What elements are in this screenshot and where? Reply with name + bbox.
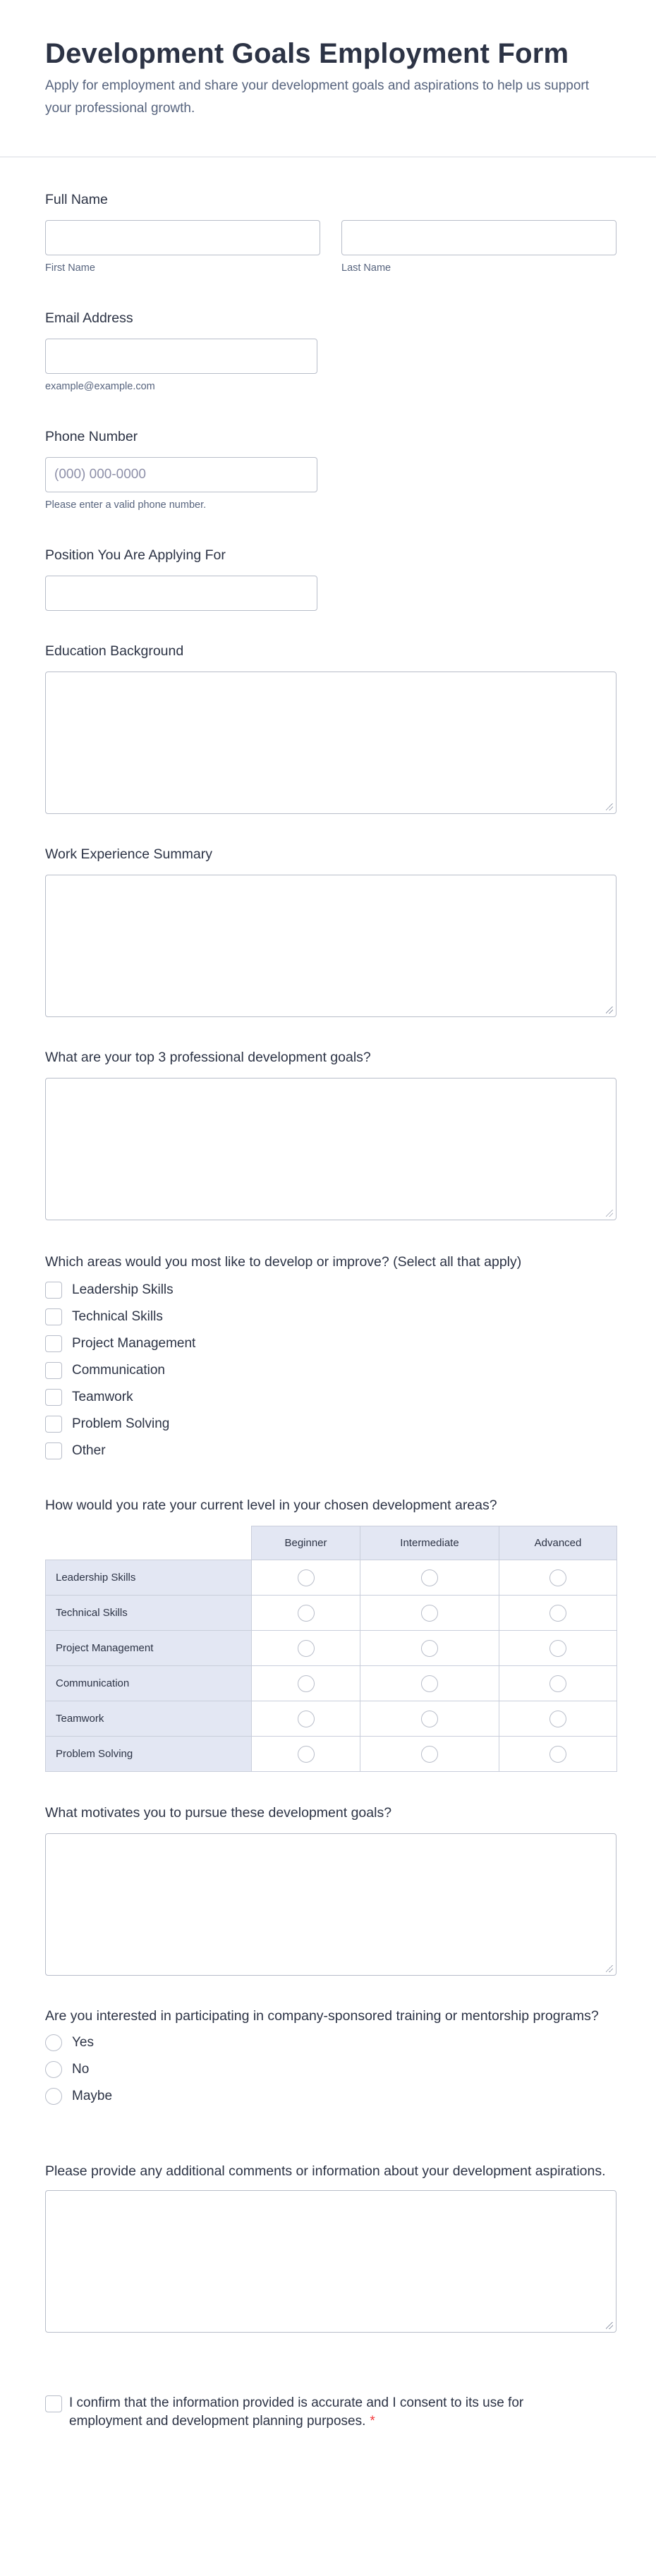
form-header: [0, 0, 656, 157]
area-option-teamwork[interactable]: [45, 1384, 521, 1411]
last-name-sublabel: Last Name: [341, 262, 391, 274]
matrix-row-label: Problem Solving: [46, 1737, 252, 1772]
motivation-label: What motivates you to pursue these development goals?: [45, 1805, 392, 1821]
training-field: [45, 2007, 616, 2110]
area-option-other[interactable]: [45, 1438, 521, 1464]
resize-handle-icon[interactable]: [606, 1965, 613, 1972]
area-option-label: Project Management: [72, 1336, 196, 1351]
radio[interactable]: [45, 2061, 62, 2078]
matrix-radio[interactable]: [549, 1746, 566, 1763]
resize-handle-icon[interactable]: [606, 2322, 613, 2329]
work-experience-textarea[interactable]: [45, 875, 616, 1017]
matrix-radio[interactable]: [298, 1640, 315, 1657]
radio[interactable]: [45, 2034, 62, 2051]
matrix-row-label: Project Management: [46, 1631, 252, 1666]
matrix-column-header: Advanced: [499, 1526, 617, 1560]
position-label: Position You Are Applying For: [45, 547, 226, 563]
area-option-problem-solving[interactable]: [45, 1411, 521, 1438]
full-name-field: [45, 190, 616, 274]
training-option-label: Maybe: [72, 2089, 113, 2103]
resize-handle-icon[interactable]: [606, 803, 613, 810]
matrix-row-label: Leadership Skills: [46, 1560, 252, 1596]
area-option-project-management[interactable]: [45, 1330, 521, 1357]
matrix-radio[interactable]: [421, 1605, 438, 1622]
radio[interactable]: [45, 2088, 62, 2105]
matrix-column-header: Intermediate: [360, 1526, 499, 1560]
areas-field: [45, 1253, 521, 1464]
rating-matrix: [45, 1526, 617, 1772]
matrix-row-label: Technical Skills: [46, 1596, 252, 1631]
matrix-radio[interactable]: [298, 1569, 315, 1586]
training-options: [45, 2029, 616, 2110]
matrix-radio[interactable]: [421, 1746, 438, 1763]
position-input[interactable]: [45, 576, 317, 611]
matrix-radio[interactable]: [421, 1569, 438, 1586]
comments-textarea[interactable]: [45, 2190, 616, 2333]
resize-handle-icon[interactable]: [606, 1007, 613, 1014]
form-title: Development Goals Employment Form: [45, 38, 569, 69]
position-field: [45, 546, 317, 611]
training-option-label: No: [72, 2062, 90, 2077]
phone-input[interactable]: [45, 457, 317, 492]
work-experience-label: Work Experience Summary: [45, 846, 212, 862]
phone-field: [45, 427, 317, 511]
matrix-radio[interactable]: [421, 1711, 438, 1727]
matrix-radio[interactable]: [298, 1711, 315, 1727]
training-option-label: Yes: [72, 2035, 94, 2050]
checkbox[interactable]: [45, 1282, 62, 1299]
matrix-row-label: Teamwork: [46, 1701, 252, 1737]
matrix-radio[interactable]: [421, 1640, 438, 1657]
first-name-sublabel: First Name: [45, 262, 95, 274]
rating-field: [45, 1496, 617, 1772]
area-option-label: Teamwork: [72, 1390, 133, 1404]
full-name-label: Full Name: [45, 192, 108, 207]
matrix-row: [46, 1596, 617, 1631]
rating-label: How would you rate your current level in your chosen development areas?: [45, 1497, 497, 1513]
area-option-leadership[interactable]: [45, 1277, 521, 1304]
matrix-radio[interactable]: [298, 1675, 315, 1692]
matrix-radio[interactable]: [298, 1605, 315, 1622]
matrix-row: [46, 1737, 617, 1772]
comments-label: Please provide any additional comments or information about your development aspirations.: [45, 2163, 606, 2179]
matrix-row: [46, 1560, 617, 1596]
matrix-row: [46, 1631, 617, 1666]
first-name-input[interactable]: [45, 220, 320, 255]
email-label: Email Address: [45, 310, 133, 326]
matrix-radio[interactable]: [298, 1746, 315, 1763]
matrix-row: [46, 1666, 617, 1701]
consent-row[interactable]: [45, 2394, 553, 2431]
consent-field: [45, 2394, 553, 2431]
required-asterisk: *: [370, 2414, 375, 2429]
area-option-label: Problem Solving: [72, 1416, 170, 1431]
area-option-label: Communication: [72, 1363, 165, 1378]
top-goals-label: What are your top 3 professional development goals?: [45, 1050, 371, 1065]
training-option-no[interactable]: [45, 2056, 616, 2083]
area-option-label: Technical Skills: [72, 1309, 163, 1324]
matrix-radio[interactable]: [549, 1605, 566, 1622]
top-goals-textarea[interactable]: [45, 1078, 616, 1220]
motivation-field: [45, 1804, 616, 1976]
education-label: Education Background: [45, 643, 184, 659]
area-option-label: Leadership Skills: [72, 1282, 174, 1297]
checkbox[interactable]: [45, 1362, 62, 1379]
checkbox[interactable]: [45, 1416, 62, 1433]
checkbox[interactable]: [45, 1389, 62, 1406]
education-field: [45, 642, 616, 814]
matrix-radio[interactable]: [549, 1675, 566, 1692]
area-option-technical[interactable]: [45, 1304, 521, 1330]
consent-checkbox[interactable]: [45, 2395, 62, 2412]
checkbox[interactable]: [45, 1308, 62, 1325]
matrix-row-label: Communication: [46, 1666, 252, 1701]
matrix-row: [46, 1701, 617, 1737]
area-option-communication[interactable]: [45, 1357, 521, 1384]
matrix-column-header: Beginner: [252, 1526, 360, 1560]
top-goals-field: [45, 1048, 616, 1220]
email-sublabel: example@example.com: [45, 381, 155, 392]
form-subtitle: Apply for employment and share your development goals and aspirations to help us support your professional growth.: [45, 78, 590, 116]
last-name-input[interactable]: [341, 220, 616, 255]
motivation-textarea[interactable]: [45, 1833, 616, 1976]
email-input[interactable]: [45, 339, 317, 374]
phone-label: Phone Number: [45, 429, 138, 444]
training-option-yes[interactable]: [45, 2029, 616, 2056]
matrix-radio[interactable]: [549, 1640, 566, 1657]
training-option-maybe[interactable]: [45, 2083, 616, 2110]
areas-label: Which areas would you most like to develop or improve? (Select all that apply): [45, 1254, 522, 1270]
phone-sublabel: Please enter a valid phone number.: [45, 499, 207, 511]
areas-options: [45, 1277, 521, 1464]
matrix-corner: [46, 1526, 252, 1560]
area-option-label: Other: [72, 1443, 106, 1458]
checkbox[interactable]: [45, 1335, 62, 1352]
checkbox[interactable]: [45, 1442, 62, 1459]
matrix-radio[interactable]: [549, 1711, 566, 1727]
comments-field: [45, 2162, 616, 2333]
consent-label: I confirm that the information provided is accurate and I consent to its use for employment and development planning purposes.: [69, 2395, 524, 2429]
training-label: Are you interested in participating in company-sponsored training or mentorship programs?: [45, 2008, 599, 2024]
education-textarea[interactable]: [45, 672, 616, 814]
work-experience-field: [45, 845, 616, 1017]
matrix-radio[interactable]: [421, 1675, 438, 1692]
consent-text-wrapper: [69, 2394, 553, 2431]
resize-handle-icon[interactable]: [606, 1210, 613, 1217]
matrix-radio[interactable]: [549, 1569, 566, 1586]
email-field: [45, 309, 317, 392]
